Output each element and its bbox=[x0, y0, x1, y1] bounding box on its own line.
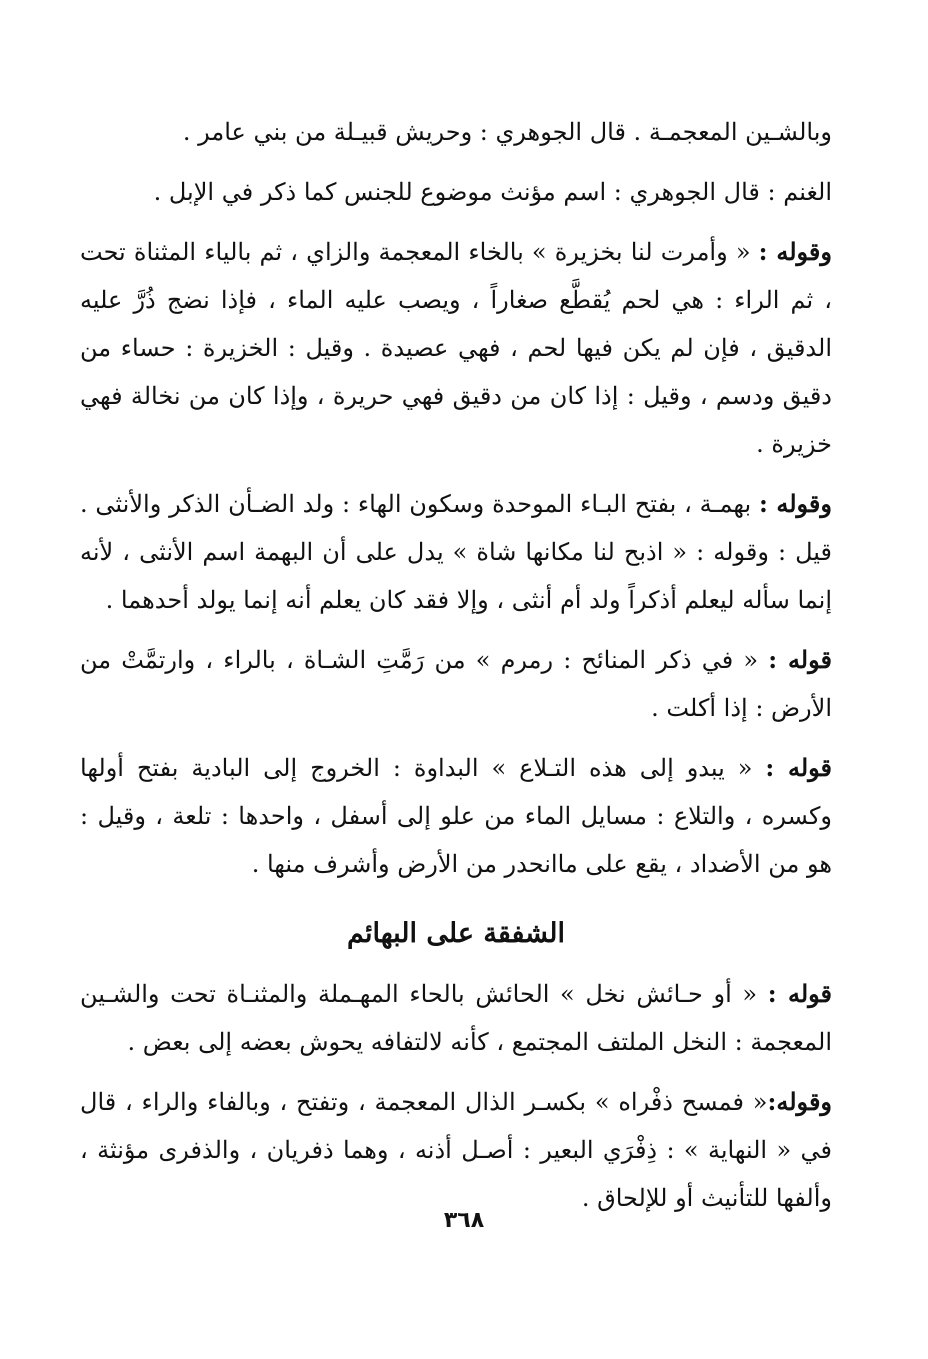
paragraph-lead: قوله : bbox=[765, 753, 832, 782]
paragraph-text: « فمسح ذفْراه » بكسـر الذال المعجمة ، وتفتح ، وبالفاء والراء ، قال في « النهاية » : ذِفْرَي البعير : أصـل أذنه ، وهما ذفريان ، والذفرى مؤنثة ، وألفها للتأنيث أو للإلحاق . bbox=[80, 1088, 832, 1212]
paragraph-text: الغنم : قال الجوهري : اسم مؤنث موضوع للجنس كما ذكر في الإبل . bbox=[153, 178, 832, 206]
paragraph-text: وبالشـين المعجمـة . قال الجوهري : وحريش قبيـلة من بني عامر . bbox=[182, 118, 832, 146]
paragraph-bahma bbox=[80, 480, 832, 624]
paragraph-lead: وقوله: bbox=[767, 1087, 832, 1116]
paragraph-dhifra bbox=[80, 1078, 832, 1222]
paragraph-text: « يبدو إلى هذه التـلاع » البداوة : الخروج إلى البادية بفتح أولها وكسره ، والتلاع : مسايل الماء من علو إلى أسفل ، واحدها : تلعة ، وقيل : هو من الأضداد ، يقع على ماانحدر من الأرض وأشرف منها . bbox=[80, 754, 832, 878]
paragraph-harish bbox=[80, 108, 832, 156]
paragraph-lead: قوله : bbox=[767, 979, 832, 1008]
paragraph-ramram bbox=[80, 636, 832, 732]
paragraph-text: « وأمرت لنا بخزيرة » بالخاء المعجمة والزاي ، ثم بالياء المثناة تحت ، ثم الراء : هي لحم يُقطَّع صغاراً ، ويصب عليه الماء ، فإذا نضج ذُرَّ عليه الدقيق ، فإن لم يكن فيها لحم ، فهي عصيدة . وقيل : الخزيرة : حساء من دقيق ودسم ، وقيل : إذا كان من دقيق فهي حريرة ، وإذا كان من نخالة فهي خزيرة . bbox=[80, 238, 832, 458]
paragraph-tila bbox=[80, 744, 832, 888]
paragraph-lead: وقوله : bbox=[758, 237, 832, 266]
section-title: الشفقة على البهائم bbox=[347, 918, 565, 949]
paragraph-text: « في ذكر المنائح : رمرم » من رَمَّتِ الشـاة ، بالراء ، وارتمَّتْ من الأرض : إذا أكلت . bbox=[80, 646, 832, 722]
paragraph-text: « أو حـائش نخل » الحائش بالحاء المهـملة والمثنـاة تحت والشـين المعجمة : النخل الملتف المجتمع ، كأنه لالتفافه يحوش بعضه إلى بعض . bbox=[80, 980, 832, 1056]
page-body bbox=[80, 108, 832, 1234]
paragraph-khazira bbox=[80, 228, 832, 468]
paragraph-ghanam bbox=[80, 168, 832, 216]
paragraph-lead: قوله : bbox=[768, 645, 832, 674]
paragraph-haish bbox=[80, 970, 832, 1066]
page-number: ٣٦٨ bbox=[443, 1208, 485, 1233]
paragraph-text: بهمـة ، بفتح البـاء الموحدة وسكون الهاء : ولد الضـأن الذكر والأنثى . قيل : وقوله : « اذبح لنا مكانها شاة » يدل على أن البهمة اسم الأنثى ، لأنه إنما سأله ليعلم أذكراً ولد أم أنثى ، وإلا فقد كان يعلم أنه إنما يولد أحدهما . bbox=[80, 490, 832, 614]
paragraph-lead: وقوله : bbox=[758, 489, 832, 518]
